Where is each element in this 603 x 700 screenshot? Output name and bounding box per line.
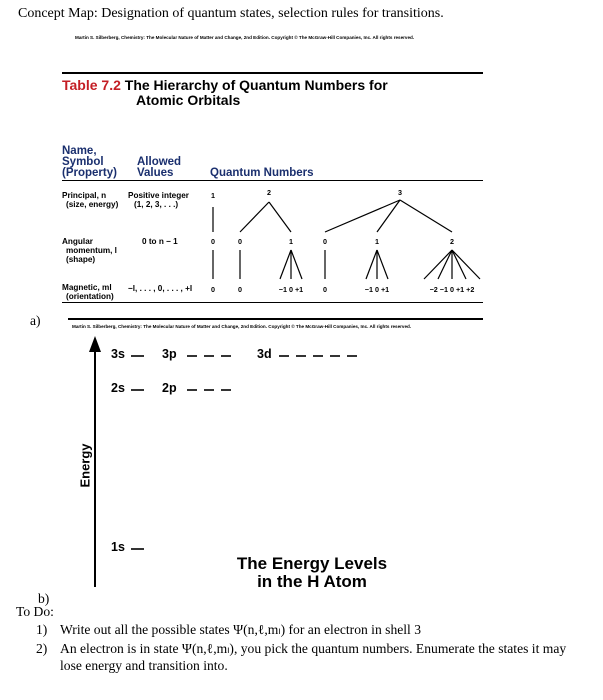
- l-value-n3-2: 2: [450, 237, 454, 246]
- copyright-credit-middle: Martin S. Silberberg, Chemistry: The Molecular Nature of Matter and Change, 2nd Edition. Copyright © The McGraw-Hill Companies, Inc. All rights reserved.: [72, 324, 412, 329]
- ml-value-n3-2: −2 −1 0 +1 +2: [429, 285, 475, 294]
- principal-values-line1: Positive integer: [128, 191, 189, 200]
- principal-name-line2: (size, energy): [66, 200, 119, 209]
- todo-item-2-number: 2): [36, 641, 48, 656]
- l-value-n3-1: 1: [375, 237, 379, 246]
- header-allowed-line1: Allowed: [137, 156, 182, 168]
- level-3p-label: 3p: [162, 347, 177, 361]
- todo-heading: To Do:: [16, 604, 54, 619]
- ml-value-n1: 0: [211, 285, 215, 294]
- level-2s-label: 2s: [111, 381, 125, 395]
- energy-axis-arrowhead: [89, 336, 101, 352]
- angular-name-line3: (shape): [66, 255, 96, 264]
- l-value-n2-1: 1: [289, 237, 293, 246]
- energy-axis-label: Energy: [77, 443, 93, 488]
- table-number: Table 7.2: [62, 77, 121, 93]
- l-value-n2-0: 0: [238, 237, 242, 246]
- n-value-1: 1: [211, 191, 215, 200]
- marker-a: a): [30, 313, 41, 328]
- level-3s-label: 3s: [111, 347, 125, 361]
- level-2p-label: 2p: [162, 381, 177, 395]
- ml-value-n3-0: 0: [323, 285, 327, 294]
- principal-values-line2: (1, 2, 3, . . .): [134, 200, 179, 209]
- principal-name-line1: Principal, n: [62, 191, 107, 200]
- row-magnetic-values: −l, . . . , 0, . . . , +l: [128, 284, 193, 293]
- todo-item-2: [36, 640, 586, 674]
- marker-b: b): [38, 591, 50, 606]
- header-allowed-line2: Values: [137, 167, 174, 179]
- header-quantum-numbers: Quantum Numbers: [210, 167, 314, 179]
- header-name-line2: Symbol: [62, 156, 104, 168]
- energy-title-line1: The Energy Levels: [236, 554, 388, 573]
- magnetic-name-line2: (orientation): [66, 292, 114, 301]
- header-name-line3: (Property): [62, 167, 117, 179]
- ml-value-n3-1: −1 0 +1: [364, 285, 390, 294]
- l-value-n1: 0: [211, 237, 215, 246]
- todo-item-1-text: Write out all the possible states Ψ(n,ℓ,mₗ) for an electron in shell 3: [60, 622, 422, 637]
- todo-item-1: [36, 621, 586, 638]
- table-title-line2: Atomic Orbitals: [136, 92, 241, 108]
- copyright-credit-top: Martin S. Silberberg, Chemistry: The Molecular Nature of Matter and Change, 2nd Edition. Copyright © The McGraw-Hill Companies, Inc. All rights reserved.: [75, 35, 415, 40]
- magnetic-name-line1: Magnetic, ml: [62, 283, 112, 292]
- todo-item-1-number: 1): [36, 622, 48, 637]
- n-value-2: 2: [267, 188, 271, 197]
- todo-item-2-text: An electron is in state Ψ(n,ℓ,mₗ), you pick the quantum numbers. Enumerate the states it may lose energy and transition into.: [60, 641, 567, 673]
- n-value-3: 3: [398, 188, 402, 197]
- header-name-line1: Name,: [62, 145, 97, 157]
- level-3d-label: 3d: [257, 347, 272, 361]
- energy-title-line2: in the H Atom: [257, 572, 367, 591]
- row-angular-values: 0 to n − 1: [142, 237, 178, 246]
- angular-name-line1: Angular: [62, 237, 93, 246]
- level-1s-label: 1s: [111, 540, 125, 554]
- table-title-line1: The Hierarchy of Quantum Numbers for: [124, 77, 388, 93]
- ml-value-n2-1: −1 0 +1: [278, 285, 304, 294]
- angular-name-line2: momentum, l: [66, 246, 117, 255]
- page-title: Concept Map: Designation of quantum states, selection rules for transitions.: [18, 6, 444, 21]
- ml-value-n2-0: 0: [238, 285, 242, 294]
- energy-diagram-title: [222, 555, 402, 591]
- l-value-n3-0: 0: [323, 237, 327, 246]
